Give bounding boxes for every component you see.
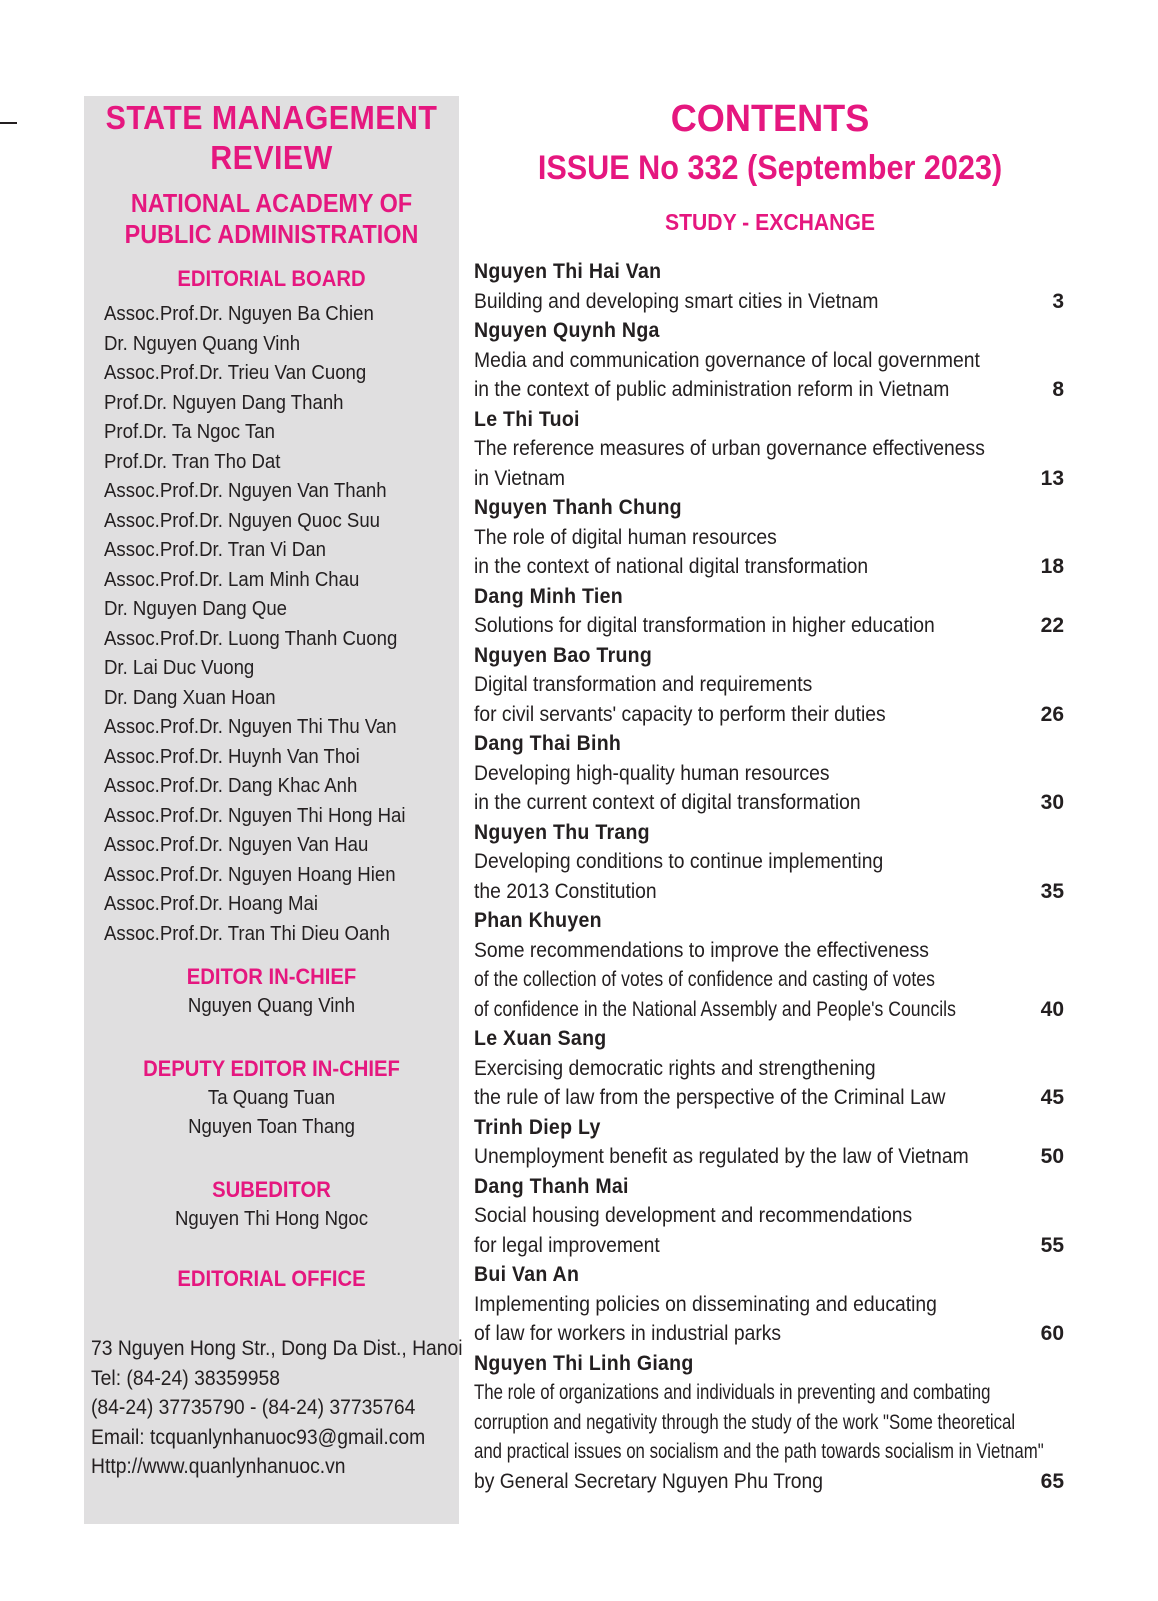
toc-article-title-line: in the current context of digital transformation (474, 791, 861, 814)
publisher-name (103, 188, 441, 250)
toc-article-title-line: for legal improvement (474, 1233, 660, 1257)
journal-title (99, 98, 444, 178)
toc-page-number: 45 (1040, 1086, 1064, 1109)
contents-title: CONTENTS (670, 98, 870, 140)
toc-page-number: 35 (1040, 879, 1064, 903)
toc-article-title-line: Developing conditions to continue implementing (474, 850, 884, 873)
toc-author: Nguyen Thu Trang (474, 820, 650, 844)
board-member: Assoc.Prof.Dr. Nguyen Thi Hong Hai (104, 804, 406, 827)
toc-page-number: 55 (1040, 1233, 1064, 1257)
toc-author: Nguyen Bao Trung (474, 643, 653, 667)
toc-article-title-line: of law for workers in industrial parks (474, 1322, 782, 1345)
board-member: Prof.Dr. Nguyen Dang Thanh (104, 391, 344, 414)
toc-author: Dang Thanh Mai (474, 1174, 629, 1198)
toc-entry (474, 1349, 1064, 1497)
board-member: Assoc.Prof.Dr. Nguyen Quoc Suu (104, 509, 381, 532)
issue-title: ISSUE No 332 (September 2023) (537, 149, 1003, 187)
office-tel: Tel: (84-24) 38359958 (91, 1366, 281, 1390)
toc-article-title-line: the rule of law from the perspective of the Criminal Law (474, 1086, 946, 1109)
toc-article-title-line: Building and developing smart cities in Vietnam (474, 289, 879, 313)
toc-author: Phan Khuyen (474, 909, 602, 932)
toc-article-title-line: of the collection of votes of confidence and casting of votes (474, 968, 935, 991)
toc-article-title-line: Unemployment benefit as regulated by the law of Vietnam (474, 1145, 969, 1168)
toc-article-title-line: in Vietnam (474, 466, 565, 490)
toc-page-number: 40 (1040, 997, 1064, 1021)
toc-page-number: 22 (1040, 614, 1064, 637)
journal-title-line1: STATE MANAGEMENT (105, 99, 438, 136)
toc-article-title-line: Social housing development and recommendations (474, 1204, 913, 1227)
toc-entry (474, 641, 1064, 730)
toc-article-title-line: Solutions for digital transformation in higher education (474, 614, 935, 637)
toc-author: Dang Minh Tien (474, 584, 623, 608)
toc-entry (474, 1024, 1064, 1113)
board-member: Assoc.Prof.Dr. Luong Thanh Cuong (104, 627, 398, 650)
board-member: Assoc.Prof.Dr. Tran Vi Dan (104, 539, 326, 561)
deputy-editor-name-2: Nguyen Toan Thang (188, 1116, 355, 1138)
margin-tick (0, 122, 17, 124)
board-member: Assoc.Prof.Dr. Nguyen Van Hau (104, 834, 369, 856)
board-member: Assoc.Prof.Dr. Huynh Van Thoi (104, 745, 360, 768)
office-tel-2: (84-24) 37735790 - (84-24) 37735764 (91, 1396, 416, 1419)
toc-author: Nguyen Thi Linh Giang (474, 1351, 694, 1375)
office-email: Email: tcquanlynhanuoc93@gmail.com (91, 1425, 426, 1449)
editorial-office-details (91, 1334, 463, 1482)
toc-article-title-line: Implementing policies on disseminating and educating (474, 1292, 937, 1316)
board-member: Dr. Nguyen Quang Vinh (104, 332, 301, 355)
board-member: Assoc.Prof.Dr. Nguyen Thi Thu Van (104, 716, 397, 738)
subeditor-heading: SUBEDITOR (212, 1177, 331, 1202)
toc-author: Le Xuan Sang (474, 1027, 607, 1050)
toc-entry (474, 257, 1064, 316)
editor-in-chief-heading: EDITOR IN-CHIEF (186, 964, 357, 989)
toc-article-title-line: Media and communication governance of local government (474, 348, 980, 372)
toc-entry (474, 1113, 1064, 1172)
board-member: Assoc.Prof.Dr. Tran Thi Dieu Oanh (104, 922, 391, 945)
toc-article-title-line: of confidence in the National Assembly and People's Councils (474, 997, 956, 1021)
toc-article-title-line: Digital transformation and requirements (474, 673, 813, 696)
toc-article-title-line: The role of digital human resources (474, 525, 777, 549)
toc-author: Trinh Diep Ly (474, 1115, 601, 1139)
editor-in-chief-name: Nguyen Quang Vinh (187, 995, 356, 1017)
toc-article-title-line: corruption and negativity through the study of the work "Some theoretical (474, 1410, 1016, 1434)
toc-article-title-line: by General Secretary Nguyen Phu Trong (474, 1469, 824, 1493)
toc-author: Nguyen Quynh Nga (474, 319, 660, 342)
toc-author: Le Thi Tuoi (474, 407, 580, 431)
toc-entry (474, 729, 1064, 818)
board-member: Prof.Dr. Ta Ngoc Tan (104, 421, 275, 443)
board-member: Assoc.Prof.Dr. Dang Khac Anh (104, 775, 358, 797)
board-member: Assoc.Prof.Dr. Lam Minh Chau (104, 568, 360, 591)
board-member: Assoc.Prof.Dr. Trieu Van Cuong (104, 362, 367, 384)
toc-page-number: 26 (1040, 702, 1064, 726)
board-member: Assoc.Prof.Dr. Nguyen Hoang Hien (104, 863, 396, 886)
toc-author: Nguyen Thanh Chung (474, 496, 682, 519)
toc-entry (474, 906, 1064, 1024)
toc-article-title-line: the 2013 Constitution (474, 879, 657, 903)
toc-article-title-line: Some recommendations to improve the effectiveness (474, 938, 929, 962)
board-member: Dr. Dang Xuan Hoan (104, 686, 276, 709)
toc-entry (474, 405, 1064, 494)
deputy-editor-name-1: Ta Quang Tuan (207, 1087, 336, 1109)
publisher-line1: NATIONAL ACADEMY OF (130, 188, 413, 218)
publisher-line2: PUBLIC ADMINISTRATION (124, 219, 419, 249)
toc-author: Dang Thai Binh (474, 732, 622, 755)
toc-entry (474, 493, 1064, 582)
toc-page-number: 8 (1052, 378, 1064, 401)
office-address: 73 Nguyen Hong Str., Dong Da Dist., Hanoi (91, 1337, 463, 1360)
toc-article-title-line: The role of organizations and individuals in preventing and combating (474, 1381, 991, 1404)
board-member: Dr. Nguyen Dang Que (104, 598, 288, 620)
subeditor-name: Nguyen Thi Hong Ngoc (174, 1208, 369, 1230)
board-member: Dr. Lai Duc Vuong (104, 657, 255, 679)
board-member: Assoc.Prof.Dr. Hoang Mai (104, 893, 318, 915)
office-website: Http://www.quanlynhanuoc.vn (91, 1455, 346, 1478)
toc-page-number: 60 (1040, 1322, 1064, 1345)
editorial-board-heading: EDITORIAL BOARD (177, 266, 366, 291)
toc-article-title-line: Exercising democratic rights and strengthening (474, 1056, 876, 1080)
journal-title-line2: REVIEW (210, 139, 333, 176)
toc-article-title-line: and practical issues on socialism and the path towards socialism in Vietnam" (474, 1440, 1044, 1463)
toc-entry (474, 582, 1064, 641)
toc-author: Nguyen Thi Hai Van (474, 260, 662, 283)
masthead-sidebar (84, 96, 463, 1524)
toc-page-number: 18 (1040, 555, 1064, 578)
toc-article-title-line: The reference measures of urban governance effectiveness (474, 437, 985, 460)
toc-page-number: 13 (1040, 466, 1064, 490)
toc-author: Bui Van An (474, 1263, 580, 1286)
toc-article-title-line: Developing high-quality human resources (474, 761, 830, 785)
editorial-board-list (104, 300, 430, 949)
toc-article-title-line: for civil servants' capacity to perform their duties (474, 702, 886, 726)
toc-entry (474, 1260, 1064, 1349)
board-member: Assoc.Prof.Dr. Nguyen Van Thanh (104, 480, 387, 502)
deputy-editor-heading: DEPUTY EDITOR IN-CHIEF (143, 1056, 400, 1081)
toc-page-number: 3 (1052, 289, 1064, 313)
editorial-office-heading: EDITORIAL OFFICE (177, 1266, 366, 1291)
toc-article-title-line: in the context of national digital transformation (474, 555, 869, 578)
toc-article-title-line: in the context of public administration reform in Vietnam (474, 378, 950, 401)
toc-entry (474, 316, 1064, 405)
board-member: Prof.Dr. Tran Tho Dat (104, 450, 281, 473)
toc-entry (474, 1172, 1064, 1261)
toc-page-number: 30 (1040, 791, 1064, 814)
toc-entry (474, 818, 1064, 907)
section-heading: STUDY - EXCHANGE (664, 209, 876, 235)
table-of-contents (474, 257, 1064, 1496)
board-member: Assoc.Prof.Dr. Nguyen Ba Chien (104, 303, 374, 325)
toc-page-number: 50 (1040, 1145, 1064, 1168)
toc-page-number: 65 (1040, 1469, 1064, 1493)
